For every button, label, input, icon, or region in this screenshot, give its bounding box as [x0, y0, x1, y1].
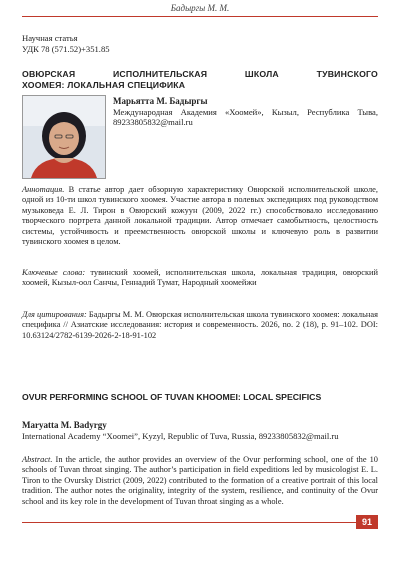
annotation-ru — [22, 185, 378, 247]
author-name-ru: Марьятта М. Бадыргы — [113, 96, 208, 106]
title-russian-line1: ОВЮРСКАЯ ИСПОЛНИТЕЛЬСКАЯ ШКОЛА ТУВИНСКОГО — [22, 69, 378, 79]
author-affiliation-en: International Academy “Xoomei”, Kyzyl, Republic of Tuva, Russia, 89233805832@mail.ru — [22, 430, 339, 441]
abstract-label: Abstract. — [22, 455, 53, 464]
article-type: Научная статья — [22, 33, 78, 43]
page-number: 91 — [356, 515, 378, 529]
keywords-text: тувинский хоомей, исполнительская школа, локальная традиция, овюрский хоомей, Кызыл-оол Санчы, Геннадий Тумат, Народный хоомейжи — [22, 268, 378, 288]
keywords-ru — [22, 268, 378, 289]
author-photo-icon — [23, 96, 105, 178]
keywords-label: Ключевые слова: — [22, 268, 86, 277]
title-english: OVUR PERFORMING SCHOOL OF TUVAN KHOOMEI: LOCAL SPECIFICS — [22, 392, 322, 402]
running-header — [0, 0, 400, 16]
abstract-text: In the article, the author provides an overview of the Ovur performing school, one of the 10 schools of Tuvan throat singing. The author’s participation in field expeditions led by musicologist E. L. Tiron to the Ovursky District (2009, 2022) contributed to the formation of a creative portrait of this local tradition. The author notes the originality, integrity of the system, resilience, and continuity of the Ovur school and its key role in the development of Tuvan throat singing as a whole. — [22, 455, 378, 506]
abstract-en — [22, 455, 378, 507]
article-meta — [22, 33, 110, 54]
annotation-text: В статье автор дает обзорную характеристику Овюрской исполнительской школе, одной из 10-ти школ тувинского хоомея. Участие автора в полевых экспедициях под руководством музыковеда Е. Л. Тирон в Овюрский кожуун (2009, 2022 гг.) способствовало исследованию творческого портрета данной локальной традиции. Автор отмечает самобытность, целостность системы, устойчивость и преемственность овюрской школы и ключевую роль в развитии тувинского хоомея в целом. — [22, 185, 378, 247]
author-photo — [22, 95, 106, 179]
running-title: Бадыргы М. М. — [170, 3, 230, 13]
title-russian-line2: ХООМЕЯ: ЛОКАЛЬНАЯ СПЕЦИФИКА — [22, 80, 186, 90]
annotation-label: Аннотация. — [22, 185, 65, 194]
udc-code: УДК 78 (571.52)+351.85 — [22, 43, 110, 54]
author-affiliation-ru: Международная Академия «Хоомей», Кызыл, Республика Тыва, 89233805832@mail.ru — [113, 106, 378, 127]
citation-text: Бадыргы М. М. Овюрская исполнительская школа тувинского хоомея: локальная специфика // Азиатские исследования: история и современность. 2026, no. 2 (18), p. 91–102. DOI: 10.63124/2782-6139-2026-2-18-91-102 — [22, 310, 378, 340]
author-russian — [113, 96, 378, 128]
author-name-en: Maryatta M. Badyrgy — [22, 420, 107, 430]
citation-ru — [22, 310, 378, 341]
header-divider — [22, 16, 378, 17]
citation-label: Для цитирования: — [22, 310, 87, 319]
title-russian — [22, 69, 378, 91]
author-english — [22, 420, 378, 441]
footer-divider — [22, 522, 356, 523]
